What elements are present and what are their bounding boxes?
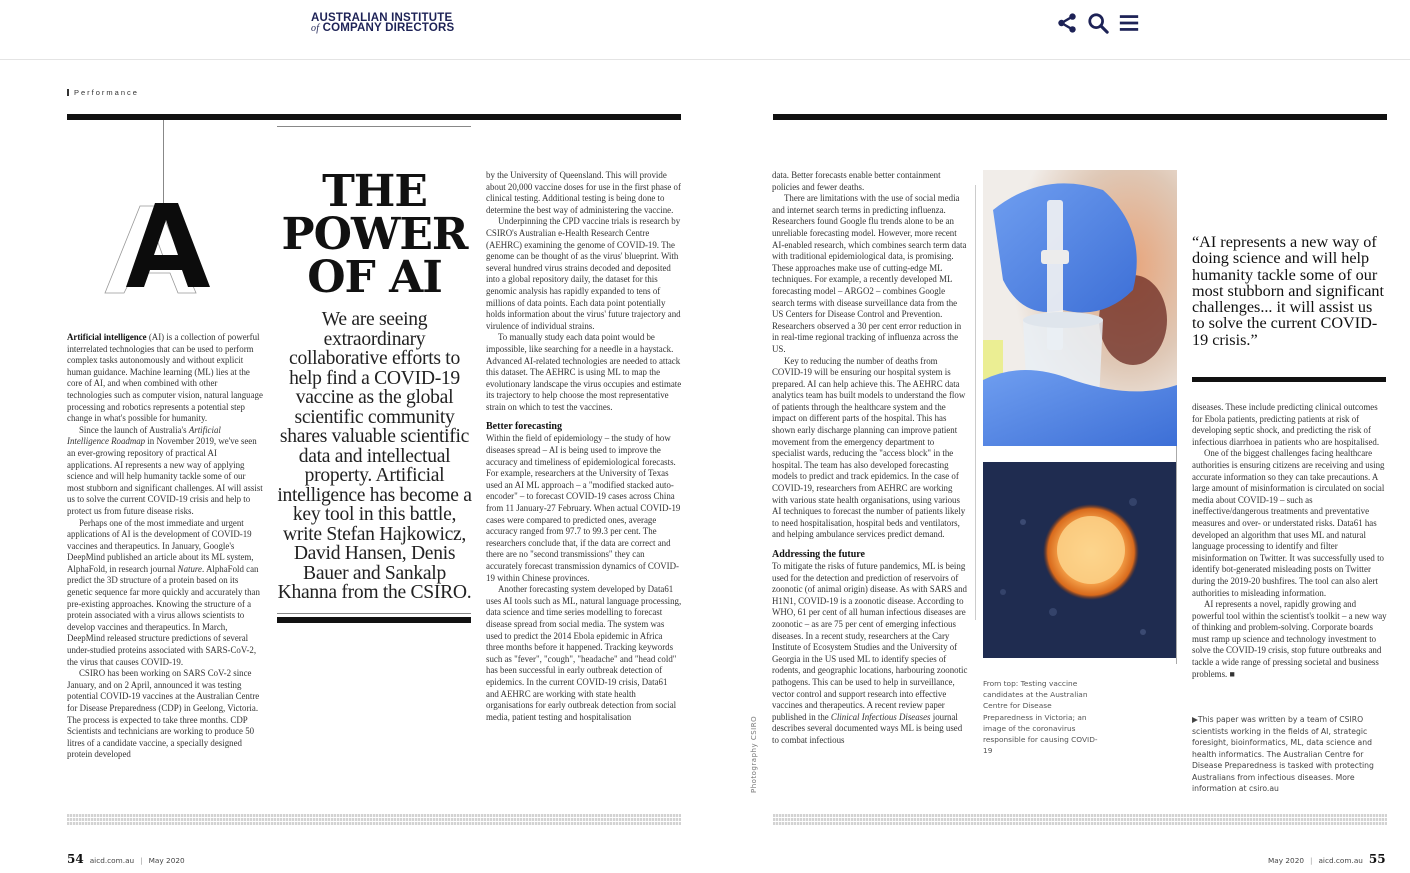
section-tag: Performance [67,88,139,97]
body-column-4 [772,170,968,747]
folio-separator: | [1309,856,1313,865]
footer-pattern-left [67,814,681,825]
search-icon[interactable] [1087,12,1109,34]
paragraph: Within the field of epidemiology – the study of how diseases spread – AI is being used to improve the accuracy and timeliness of epidemiological forecasts. For example, researchers at the University of Texas used an AI ML approach – a "modified stacked auto-encoder" – to forecast COVID-19 cases across China from 11 January-27 February. When actual COVID-19 cases were compared to predicted ones, average accuracy ranged from 97.7 to 99.3 per cent. The researchers conclude that, if the data are correct and there are no "second transmissions" they can accurately forecast transmission dynamics of COVID-19 within Chinese provinces. [486,433,681,583]
paragraph: by the University of Queensland. This will provide about 20,000 vaccine doses for use in the first phase of clinical testing. Additional testing is being done to determine the best way of administering the vaccine. [486,170,681,215]
paragraph: CSIRO has been working on SARS CoV-2 since January, and on 2 April, announced it was testing potential COVID-19 vaccines at the Australian Centre for Disease Preparedness (CDP) in Geelong, Victoria. The process is expected to take three months. CDP Scientists and technicians are working to produce 50 litres of a candidate vaccine, a specially designed protein developed [67,668,260,760]
photo-caption: From top: Testing vaccine candidates at the Australian Centre for Disease Preparedness in Victoria; an image of the coronavirus responsible for causing COVID-19 [983,679,1098,756]
standfirst: We are seeing extraordinary collaborative efforts to help find a COVID-19 vaccine as the global scientific community shares valuable scientific data and intellectual property. Artificial intelligence has become a key tool in this battle, write Stefan Hajkowicz, David Hansen, Denis Bauer and Sankalp Khanna from the CSIRO. [277,309,472,603]
standfirst-rule-thin [277,613,471,614]
toolbar-icons [1056,12,1140,34]
drop-letter-a-graphic [100,193,220,303]
paragraph: To mitigate the risks of future pandemics, ML is being used for the detection and prediction of reservoirs of zoonotic (of animal origin) disease. As with SARS and H1N1, COVID-19 is a zoonotic disease. According to WHO, 61 per cent of all human infectious diseases are zoonotic – as are 75 per cent of emerging infectious diseases. In a recent study, researchers at the Cary Institute of Ecosystem Studies and the University of Georgia in the US used ML to identify species of rodents, and geographic locations, harbouring zoonotic pathogens. This can be used to help in surveillance, vector control and support research into effective vaccines and therapeutics. A recent review paper published in the Clinical Infectious Diseases journal describes several documented ways ML is being used to combat infectious [772,561,968,745]
photo-coronavirus [983,462,1176,658]
logo-line-2: of COMPANY DIRECTORS [311,22,455,34]
folio-right [1268,852,1386,866]
folio-site: aicd.com.au [89,856,135,865]
paragraph: diseases. These include predicting clinical outcomes for Ebola patients, predicting patients at risk of developing septic shock, and predicting the risk of infectious diarrhoea in patients who are hospitalised. [1192,402,1380,447]
coronavirus-micrograph-image [983,462,1176,658]
pull-quote-rule [1192,377,1386,382]
headline-rule [277,126,471,127]
top-rule-left [67,114,681,120]
top-bar [0,0,1410,60]
folio-date: May 2020 [1268,856,1304,865]
paragraph: Perhaps one of the most immediate and urgent applications of AI is the development of COVID-19 vaccines and therapeutics. In January, Google's DeepMind published an article about its ML system, AlphaFold, in research journal Nature. AlphaFold can predict the 3D structure of a protein based on its genetic sequence far more quickly and accurately than pre-existing approaches. Knowing the structure of a protein associated with a virus allows scientists to develop vaccines and therapeutics. In March, DeepMind released structure predictions of several under-studied proteins associated with SARS-CoV-2, the virus that causes COVID-19. [67,517,260,667]
author-bio: ▶This paper was written by a team of CSIRO scientists working in the fields of AI, strategic foresight, bioinformatics, ML, data science and health informatics. The Australian Centre for Disease Preparedness is tasked with protecting Australians from infectious diseases. More information at csiro.au [1192,715,1374,793]
paragraph: Artificial intelligence (AI) is a collection of powerful interrelated technologies that can be used to perform complex tasks autonomously and without explicit human guidance. Machine learning (ML) lies at the core of AI, and when combined with other technologies such as computer vision, natural language processing and robotics represents a potential step change in what's possible for humanity. [67,332,263,424]
photo-credit: Photography CSIRO [750,715,758,793]
pull-quote: “AI represents a new way of doing science and will help humanity tackle some of our most stubborn and significant challenges... it will assist us to solve the current COVID-19 crisis.” [1192,233,1384,349]
drop-letter-string [163,120,164,204]
menu-icon[interactable] [1118,12,1140,34]
paragraph: data. Better forecasts enable better containment policies and fewer deaths. [772,170,941,192]
paragraph: There are limitations with the use of social media and internet search terms in predicting influenza. Researchers found Google flu trends alone to be an unreliable forecasting model. However, more recent AI-enabled research, which combines search term data with traditional epidemiological data, is promising. These approaches make use of cutting-edge ML techniques. For example, a recently developed ML forecasting model – ARGO2 – combines Google search terms with disease surveillance data from the US Centers for Disease Control and Prevention. Researchers observed a 30 per cent error reduction in in real-time regional tracking of influenza across the US. [772,193,967,354]
folio-date: May 2020 [148,856,185,865]
aicd-logo[interactable] [311,13,454,34]
body-column-3 [486,170,682,723]
paragraph: Since the launch of Australia's Artificial Intelligence Roadmap in November 2019, we've seen an ever-growing repository of practical AI applications. AI represents a new way of applying science and will help humanity tackle some of our most stubborn and significant challenges. AI will assist us to solve the current COVID-19 crisis and help to protect us from future disease risks. [67,424,263,516]
paragraph: Underpinning the CPD vaccine trials is research by CSIRO's Australian e-Health Research Centre (AEHRC) examining the genome of COVID-19. The genome can be thought of as the virus' blueprint. With several hundred virus strains decoded and deposited into a global repository daily, the dataset for this genomic analysis has rapidly expanded to tens of millions of data points. Each data point potentially holds information about the virus' future trajectory and virulence of individual strains. [486,216,681,331]
standfirst-rule-thick [277,617,471,623]
page-number: 54 [67,852,84,866]
body-column-1 [67,332,263,761]
share-icon[interactable] [1056,12,1078,34]
photo-vaccine-testing [983,170,1177,446]
subhead-addressing-future: Addressing the future [772,549,865,560]
subhead-better-forecasting: Better forecasting [486,421,562,433]
paragraph: One of the biggest challenges facing healthcare authorities is ensuring citizens are receiving and using accurate information so they can take precautions. A large amount of misinformation is circulated on social media about COVID-19 – such as ineffective/dangerous treatments and preventative measures and over- or understated risks. Data61 has developed an algorithm that uses ML and natural language processing to identify and filter misinformation on Twitter. It was successfully used to identify bot-generated misleading posts on Twitter during the 2019-20 bushfires. The tool can also alert authorities to misleading information. [1192,448,1385,598]
article-headline: THE POWER OF AI [281,166,468,303]
photo-divider [975,185,976,620]
paragraph: Key to reducing the number of deaths from COVID-19 will be ensuring our hospital system is prepared. AI can help achieve this. The AEHRC data analytics team has built models to understand the flow of patients through the healthcare system and the impact on different parts of the hospital. This has shown early discharge planning can improve patient movement from the emergency department to specialist wards, reducing the "access block" in the hospital. The team has also developed forecasting models to predict and track epidemics. In the case of COVID-19, researchers from AEHRC are working with various state health organisations, using various AI techniques to forecast the number of patients likely to need hospitalisation, hospital beds and ventilators, and helping ambulance services predict demand. [772,355,966,540]
vaccine-syringe-image [983,170,1177,446]
folio-separator: | [140,856,143,865]
paragraph: Another forecasting system developed by Data61 uses AI tools such as ML, natural language processing, data science and time series modelling to forecast disease spread from social media. The system was used to predict the 2014 Ebola epidemic in Africa three months before it happened. Tracking keywords such as "fever", "cough", "headache" and "head cold" has been successful in early outbreak detection of epidemics. In the current COVID-19 crisis, Data61 and AEHRC are working with state health organisations for early outbreak detection from social media, patient testing and hospitalisation [486,584,682,722]
page-number: 55 [1368,852,1386,866]
footer-pattern-right [773,814,1387,825]
folio-left [67,852,185,866]
photo-frame-line [1176,446,1177,664]
folio-site: aicd.com.au [1318,856,1363,865]
body-column-6 [1192,402,1389,680]
paragraph: AI represents a novel, rapidly growing and powerful tool within the scientist's toolkit – a new way of thinking and problem-solving. Corporate boards must ramp up science and technology investment to solve the COVID-19 crisis, stop future outbreaks and tackle a wide range of pressing societal and business problems. ■ [1192,599,1387,679]
top-rule-right [773,114,1387,120]
paragraph: To manually study each data point would be impossible, like searching for a needle in a haystack. Advanced AI-related technologies are needed to attack this dataset. The AEHRC is using ML to map the evolutionary landscape the virus occupies and estimate its trajectory to help choose the most representative strain on which to test the vaccines. [486,332,682,412]
logo-line-1: AUSTRALIAN INSTITUTE [311,12,453,24]
